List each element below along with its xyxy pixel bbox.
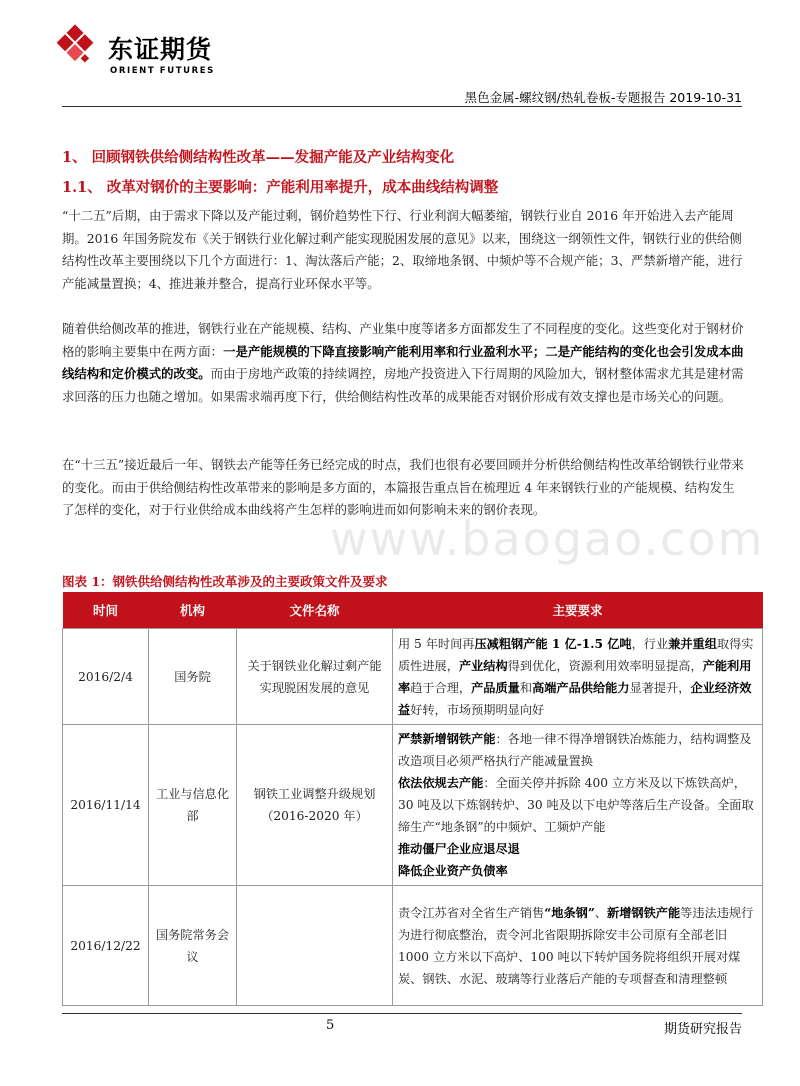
cell-time: 2016/12/22 [63,886,149,1006]
requirement-emphasis: 产品质量 [471,680,520,695]
paragraph-3: 在“十三五”接近最后一年、钢铁去产能等任务已经完成的时点，我们也很有必要回顾并分析供给侧结构性改革给钢铁行业带来的变化。而由于供给侧结构性改革带来的影响是多方面的，本篇报告重点旨在梳理近 4 年来钢铁行业的产能规模、结构发生了怎样的变化，对于行业供给成本曲线将产生怎样的影响进而如何影响未来的钢价表现。 [62,457,744,518]
requirement-emphasis: 高端产品供给能力 [532,680,630,695]
requirement-emphasis: 推动僵尸企业应退尽退 [398,842,520,856]
col-header-doc: 文件名称 [237,592,393,629]
policy-table-header [63,592,763,629]
footer-label: 期货研究报告 [663,1022,742,1037]
cell-doc [237,886,393,1006]
requirement-emphasis: 企业经济效益 [398,680,752,717]
requirement-emphasis: 产业结构 [458,658,508,673]
cell-req [393,886,763,1006]
requirement-text: 得到优化，资源利用效率明显提高， [507,658,703,673]
requirement-text: ，行业 [631,636,669,651]
requirement-emphasis: “地条钢” [544,905,595,920]
section-heading-1-1: 1.1、 改革对钢价的主要影响：产能利用率提升，成本曲线结构调整 [62,179,499,196]
requirement-text: ：各地一律不得净增钢铁冶炼能力，结构调整及改造项目必须严格执行产能减量置换 [398,732,752,768]
watermark: www.baogao.com [330,512,765,566]
cell-doc: 钢铁工业调整升级规划（2016-2020 年） [237,725,393,886]
paragraph-2-text-a: 随着供给侧改革的推进，钢铁行业在产能规模、结构、产业集中度等诸多方面都发生了不同程度的变化。这些变化对于钢材价格的影响主要集中在两方面： [62,321,744,359]
requirement-text: 好转，市场预期明显向好 [410,702,545,717]
paragraph-2-text-c: 而由于房地产政策的持续调控，房地产投资进入下行周期的风险加大，钢材整体需求尤其是建材需求回落的压力也随之增加。如果需求端再度下行，供给侧结构性改革的成果能否对钢价形成有效支撑也是市场关心的问题。 [62,366,744,404]
requirement-text: 显著提升， [629,680,691,695]
paragraph-2-emphasis: 一是产能规模的下降直接影响产能利用率和行业盈利水平；二是产能结构的变化也会引发成本曲线结构和定价模式的改变。 [62,343,744,382]
brand-name-en: ORIENT FUTURES [110,66,215,76]
brand-name-cn: 东证期货 [108,35,213,64]
paragraph-2 [62,318,744,408]
requirement-emphasis: 新增钢铁产能 [607,905,681,920]
requirement-text: 取得实质性进展， [398,636,754,673]
policy-table [62,592,763,1006]
brand-mark-icon [44,16,106,78]
cell-doc: 关于钢铁业化解过剩产能实现脱困发展的意见 [237,629,393,725]
figure-title: 图表 1：钢铁供给侧结构性改革涉及的主要政策文件及要求 [62,574,388,589]
cell-time: 2016/11/14 [63,725,149,886]
requirement-emphasis: 降低企业资产负债率 [398,864,508,878]
requirement-text: ：全面关停并拆除 400 立方米及以下炼铁高炉，30 吨及以下炼钢转炉、30 吨及以下电炉等落后生产设备。全面取缔生产“地条钢”的中频炉、工频炉产能 [398,776,754,834]
requirement-emphasis: 兼并重组 [668,636,717,651]
requirement-text: 趋于合理， [410,680,472,695]
section-heading-1: 1、 回顾钢铁供给侧结构性改革——发掘产能及产业结构变化 [62,149,455,166]
cell-time: 2016/2/4 [63,629,149,725]
requirement-text: 责令江苏省对全省生产销售 [398,905,545,920]
report-header-title: 黑色金属-螺纹钢/热轧卷板-专题报告 2019-10-31 [464,90,742,105]
table-row [63,629,763,725]
cell-org: 工业与信息化部 [149,725,237,886]
requirement-emphasis: 压减粗钢产能 1 亿-1.5 亿吨 [474,636,632,651]
requirement-text: 用 5 年时间再 [398,636,475,651]
col-header-req: 主要要求 [393,592,763,629]
page-number: 5 [326,1018,335,1033]
cell-req [393,725,763,886]
table-row [63,725,763,886]
requirement-text: 等违法违规行为进行彻底整治，责令河北省限期拆除安丰公司原有全部老旧 1000 立方米以下高炉、100 吨以下转炉国务院将组织开展对煤炭、钢铁、水泥、玻璃等行业落后产能的专项督查和清理整顿 [398,905,754,986]
col-header-time: 时间 [63,592,149,629]
requirement-text: 、 [594,905,608,920]
requirement-emphasis: 产能利用率 [398,658,752,695]
requirement-emphasis: 依法依规去产能 [398,776,484,790]
cell-req [393,629,763,725]
requirement-emphasis: 严禁新增钢铁产能 [398,732,496,746]
cell-org: 国务院 [149,629,237,725]
col-header-org: 机构 [149,592,237,629]
header-divider [62,106,742,107]
cell-org: 国务院常务会议 [149,886,237,1006]
table-row [63,886,763,1006]
requirement-text: 和 [519,680,533,695]
brand-logo [44,16,224,82]
footer-divider [62,1013,742,1014]
paragraph-1: “十二五”后期，由于需求下降以及产能过剩，钢价趋势性下行、行业利润大幅萎缩，钢铁行业自 2016 年开始进入去产能周期。2016 年国务院发布《关于钢铁行业化解过剩产能实现脱困发展的意见》以来，围绕这一纲领性文件，钢铁行业的供给侧结构性改革主要围绕以下几个方面进行：1、淘汰落后产能；2、取缔地条钢、中频炉等不合规产能；3、严禁新增产能，进行产能减量置换；4、推进兼并整合，提高行业环保水平等。 [62,208,743,291]
